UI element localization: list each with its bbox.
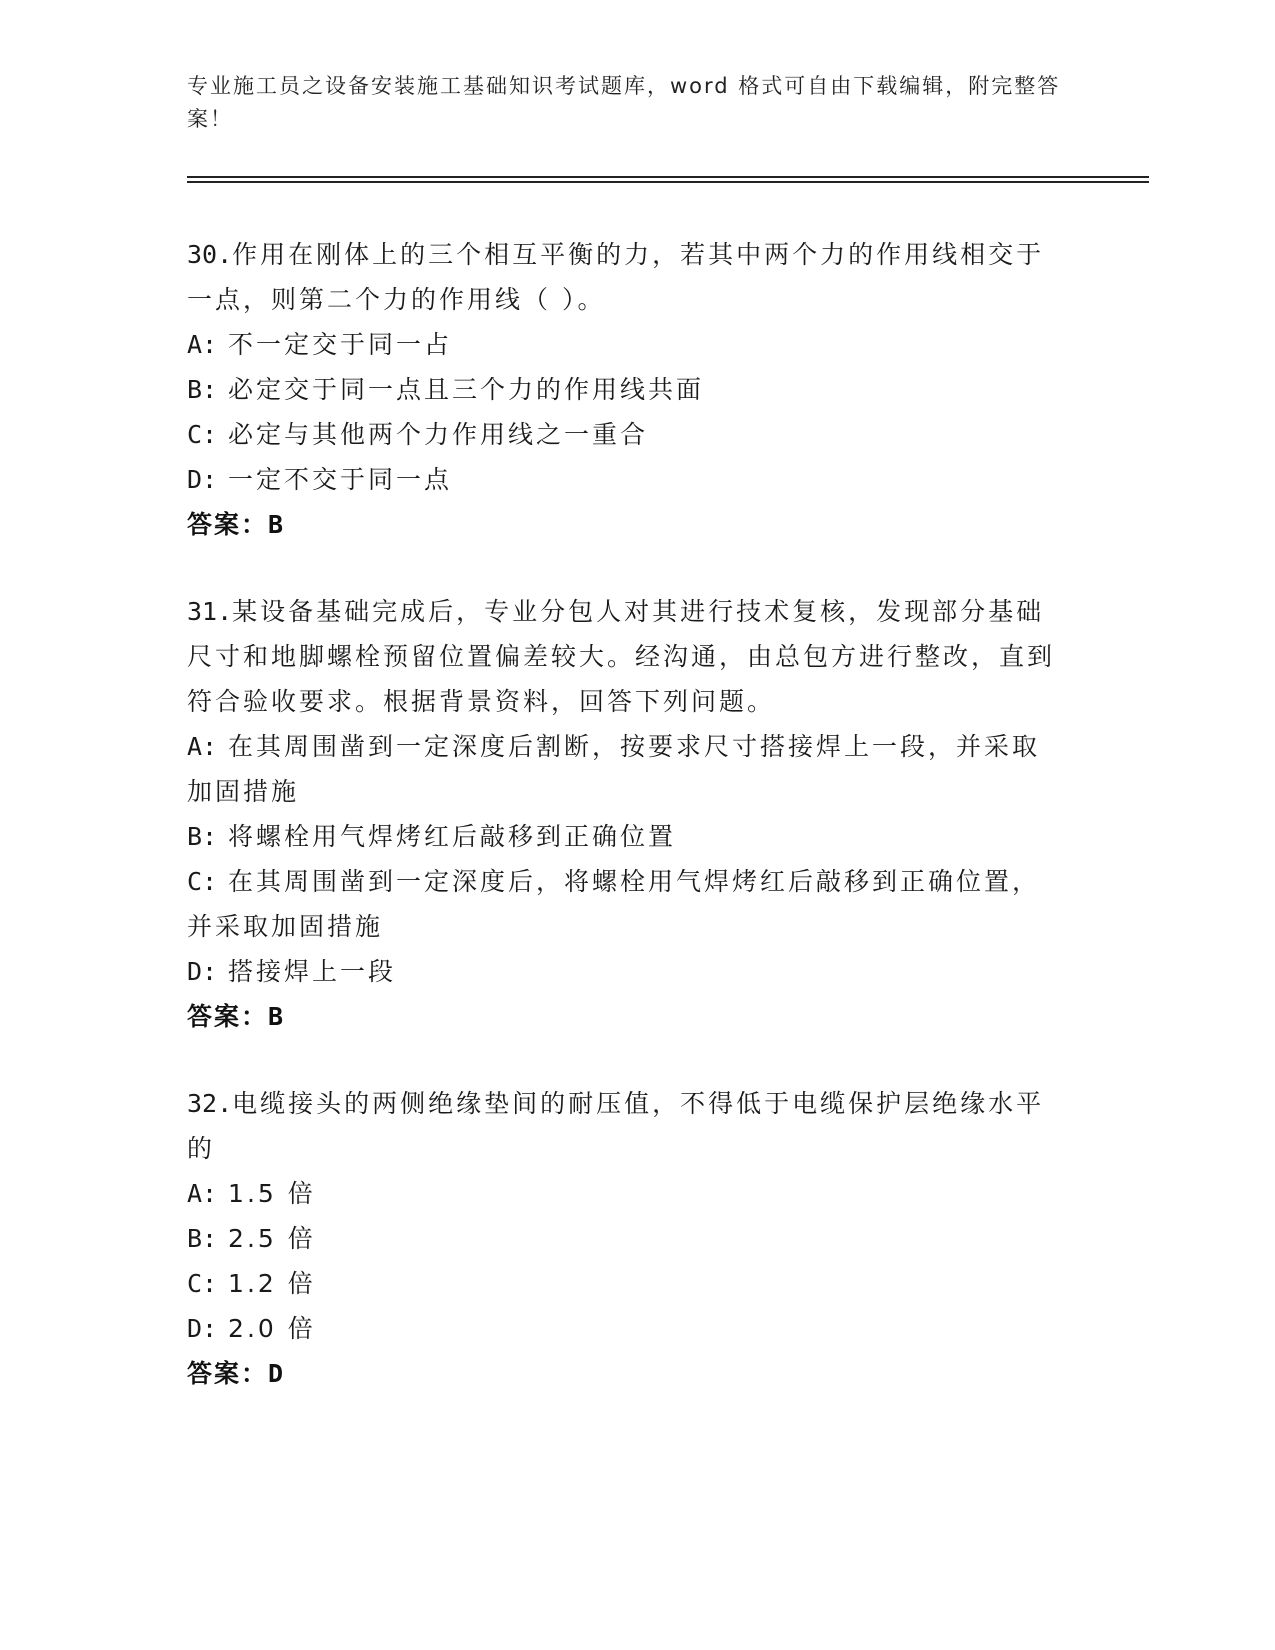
option-letter: C: [187,1269,218,1298]
answer-line [187,994,1067,1039]
option-letter: D: [187,465,218,494]
question-number: 30. [187,240,233,269]
option-a [187,1171,1067,1216]
option-a [187,322,1067,367]
question-32 [187,1081,1067,1396]
question-text: 作用在刚体上的三个相互平衡的力，若其中两个力的作用线相交于一点，则第二个力的作用线（ ）。 [187,240,1045,314]
option-d [187,457,1067,502]
answer-label: 答案： [187,1359,269,1388]
option-b [187,367,1067,412]
answer-value: B [268,1002,286,1031]
option-d [187,1306,1067,1351]
question-text: 某设备基础完成后，专业分包人对其进行技术复核，发现部分基础尺寸和地脚螺栓预留位置偏差较大。经沟通，由总包方进行整改，直到符合验收要求。根据背景资料，回答下列问题。 [187,597,1056,716]
option-letter: A: [187,1179,218,1208]
option-text: 2.0 倍 [217,1314,316,1343]
option-letter: A: [187,330,218,359]
header-divider-bottom [187,181,1149,183]
option-text: 在其周围凿到一定深度后，将螺栓用气焊烤红后敲移到正确位置，并采取加固措施 [187,867,1041,941]
header-divider-top [187,176,1149,178]
answer-label: 答案： [187,1002,269,1031]
option-letter: B: [187,375,218,404]
option-b [187,1216,1067,1261]
option-text: 2.5 倍 [217,1224,316,1253]
answer-line [187,502,1067,547]
option-text: 将螺栓用气焊烤红后敲移到正确位置 [217,822,677,851]
option-b [187,814,1067,859]
option-letter: C: [187,867,218,896]
option-letter: B: [187,1224,218,1253]
option-c [187,412,1067,457]
answer-line [187,1351,1067,1396]
question-number: 32. [187,1089,233,1118]
answer-value: B [268,510,286,539]
option-text: 搭接焊上一段 [217,957,397,986]
option-letter: D: [187,1314,218,1343]
option-c [187,1261,1067,1306]
option-letter: C: [187,420,218,449]
option-letter: A: [187,732,218,761]
question-text: 电缆接头的两侧绝缘垫间的耐压值，不得低于电缆保护层绝缘水平的 [187,1089,1045,1163]
option-letter: B: [187,822,218,851]
option-text: 必定与其他两个力作用线之一重合 [217,420,649,449]
option-text: 一定不交于同一点 [217,465,453,494]
option-letter: D: [187,957,218,986]
option-text: 必定交于同一点且三个力的作用线共面 [217,375,705,404]
question-stem [187,232,1067,322]
option-d [187,949,1067,994]
option-c [187,859,1067,949]
option-text: 在其周围凿到一定深度后割断，按要求尺寸搭接焊上一段，并采取加固措施 [187,732,1041,806]
header-intro-text: 专业施工员之设备安装施工基础知识考试题库，word 格式可自由下载编辑，附完整答案！ [187,74,1061,131]
document-header [187,70,1067,136]
question-31 [187,589,1067,1039]
option-text: 1.2 倍 [217,1269,316,1298]
question-stem [187,589,1067,724]
option-text: 1.5 倍 [217,1179,316,1208]
option-text: 不一定交于同一占 [217,330,453,359]
question-number: 31. [187,597,233,626]
option-a [187,724,1067,814]
answer-label: 答案： [187,510,269,539]
question-list [187,232,1067,1438]
question-30 [187,232,1067,547]
answer-value: D [268,1359,286,1388]
question-stem [187,1081,1067,1171]
